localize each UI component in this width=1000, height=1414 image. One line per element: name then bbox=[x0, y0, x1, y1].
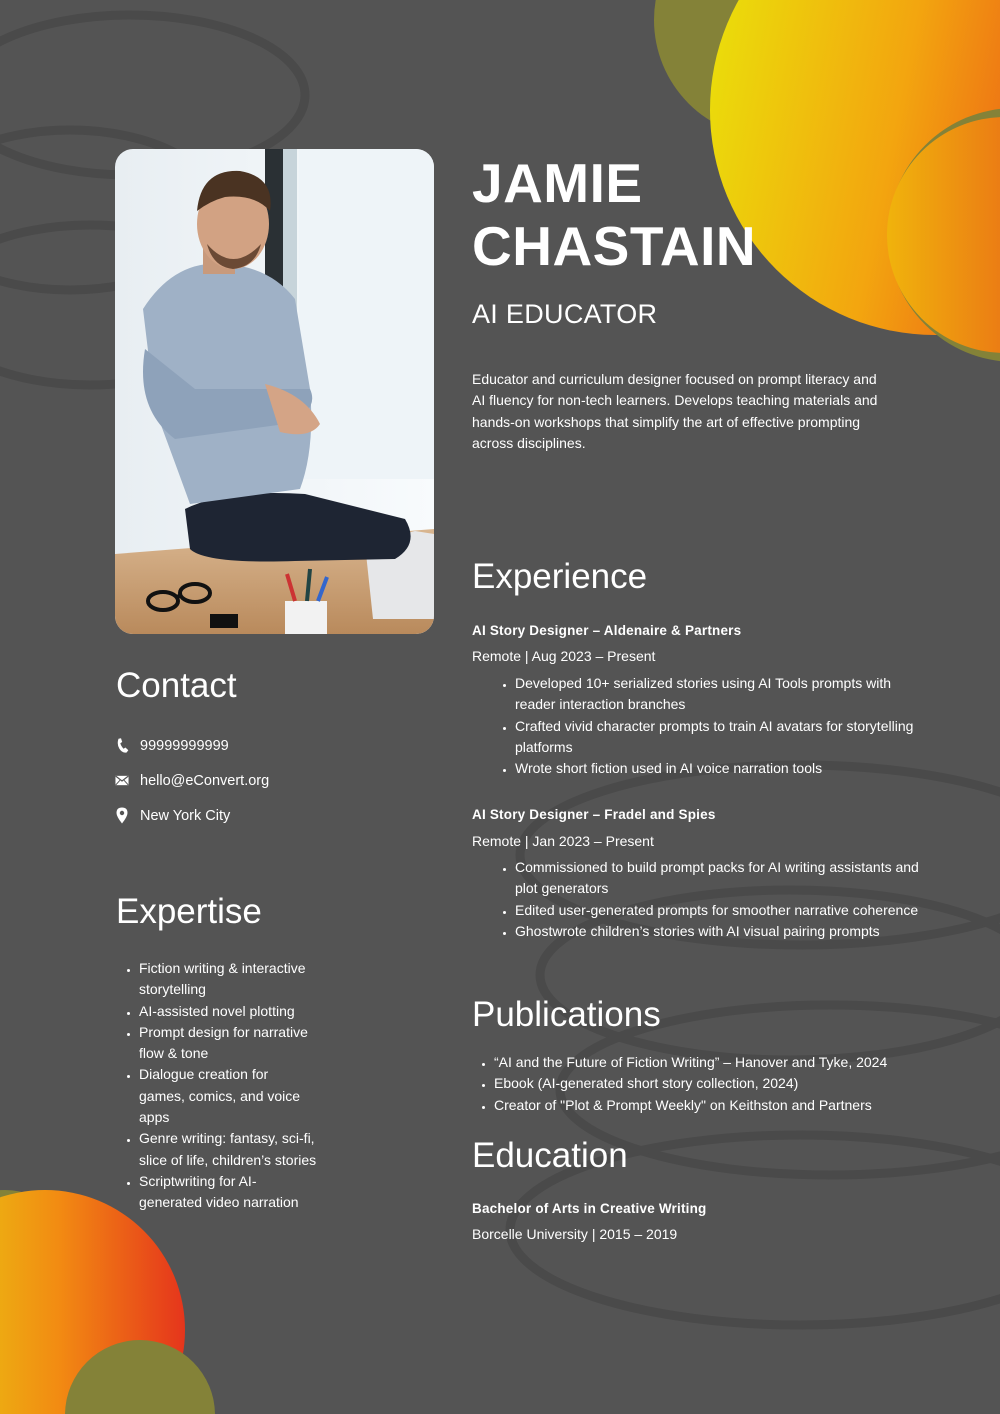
education-heading: Education bbox=[472, 1136, 628, 1175]
publications-list bbox=[472, 1052, 974, 1116]
contact-email bbox=[115, 763, 269, 798]
job-role: AI EDUCATOR bbox=[472, 299, 658, 329]
list-item: • Edited user-generated prompts for smoother narrative coherence bbox=[515, 900, 945, 921]
contact-phone-text: 99999999999 bbox=[140, 737, 229, 754]
list-item: • Ebook (AI-generated short story collection, 2024) bbox=[494, 1073, 974, 1094]
publications-heading: Publications bbox=[472, 995, 661, 1034]
list-item: • AI-assisted novel plotting bbox=[139, 1001, 317, 1022]
list-item: • Crafted vivid character prompts to train AI avatars for storytelling platforms bbox=[515, 716, 923, 759]
contact-heading: Contact bbox=[116, 666, 237, 705]
experience-heading: Experience bbox=[472, 557, 648, 596]
list-item: • Prompt design for narrative flow & tone bbox=[139, 1022, 317, 1065]
list-item: • Creator of "Plot & Prompt Weekly" on Keithston and Partners bbox=[494, 1095, 974, 1116]
expertise-list bbox=[117, 958, 317, 1214]
contact-list bbox=[115, 728, 269, 833]
education-degree: Bachelor of Arts in Creative Writing bbox=[472, 1201, 707, 1216]
education-school: Borcelle University | 2015 – 2019 bbox=[472, 1226, 678, 1242]
list-item: • Scriptwriting for AI-generated video narration bbox=[139, 1171, 317, 1214]
job-1-meta: Remote | Aug 2023 – Present bbox=[472, 648, 656, 664]
job-1-title: AI Story Designer – Aldenaire & Partners bbox=[472, 623, 742, 638]
candidate-name bbox=[472, 152, 912, 278]
name-first: JAMIE bbox=[472, 152, 643, 214]
list-item: • Ghostwrote children’s stories with AI visual pairing prompts bbox=[515, 921, 945, 942]
contact-location-text: New York City bbox=[140, 807, 231, 824]
list-item: • Fiction writing & interactive storytelling bbox=[139, 958, 317, 1001]
list-item: • Genre writing: fantasy, sci-fi, slice of life, children’s stories bbox=[139, 1128, 317, 1171]
list-item: • Developed 10+ serialized stories using AI Tools prompts with reader interaction branches bbox=[515, 673, 923, 716]
list-item: • “AI and the Future of Fiction Writing” – Hanover and Tyke, 2024 bbox=[494, 1052, 974, 1073]
job-2-bullets bbox=[493, 857, 945, 942]
contact-email-text: hello@eConvert.org bbox=[140, 772, 270, 789]
list-item: • Commissioned to build prompt packs for AI writing assistants and plot generators bbox=[515, 857, 945, 900]
profile-photo bbox=[115, 149, 434, 634]
contact-phone bbox=[115, 728, 269, 763]
contact-location bbox=[115, 798, 269, 833]
profile-summary: Educator and curriculum designer focused on prompt literacy and AI fluency for non-tech learners. Develops teaching materials and hands-on workshops that simplify the art of effective prompting across disciplines. bbox=[472, 371, 878, 451]
location-pin-icon bbox=[115, 808, 129, 824]
mail-icon bbox=[115, 773, 129, 789]
job-2-meta: Remote | Jan 2023 – Present bbox=[472, 833, 654, 849]
job-2-title: AI Story Designer – Fradel and Spies bbox=[472, 807, 716, 822]
job-1-bullets bbox=[493, 673, 923, 779]
name-last: CHASTAIN bbox=[472, 215, 757, 277]
expertise-heading: Expertise bbox=[116, 892, 262, 931]
list-item: • Wrote short fiction used in AI voice narration tools bbox=[515, 758, 923, 779]
phone-icon bbox=[115, 738, 129, 754]
list-item: • Dialogue creation for games, comics, and voice apps bbox=[139, 1064, 317, 1128]
